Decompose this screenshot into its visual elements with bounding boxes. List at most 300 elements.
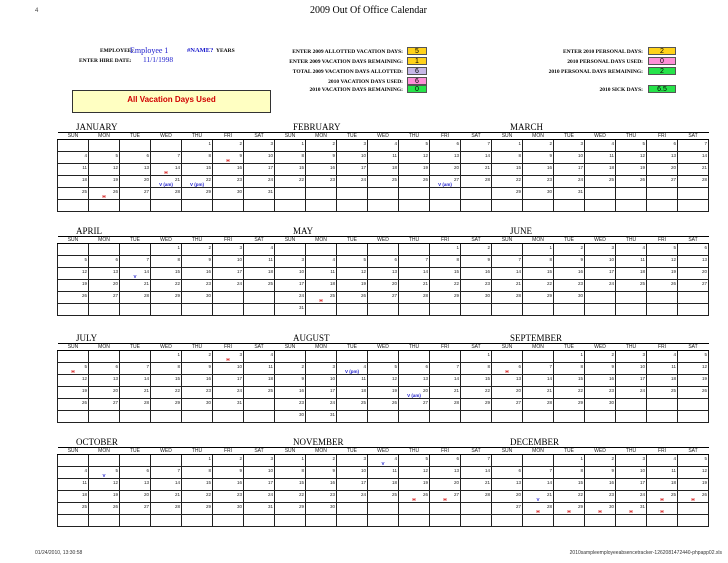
day-cell[interactable] xyxy=(151,244,182,256)
day-cell[interactable] xyxy=(585,140,616,152)
day-cell[interactable] xyxy=(151,256,182,268)
day-cell[interactable] xyxy=(151,375,182,387)
day-cell[interactable] xyxy=(89,375,120,387)
day-cell[interactable] xyxy=(647,200,678,212)
day-cell[interactable] xyxy=(368,164,399,176)
day-cell[interactable] xyxy=(244,467,275,479)
day-cell[interactable] xyxy=(399,503,430,515)
day-cell[interactable] xyxy=(151,292,182,304)
day-cell[interactable] xyxy=(523,467,554,479)
day-cell[interactable] xyxy=(213,140,244,152)
day-cell[interactable] xyxy=(58,363,89,375)
day-cell[interactable] xyxy=(554,455,585,467)
day-cell[interactable] xyxy=(337,515,368,527)
day-cell[interactable] xyxy=(554,503,585,515)
day-cell[interactable] xyxy=(678,140,709,152)
day-cell[interactable] xyxy=(275,351,306,363)
day-cell[interactable] xyxy=(585,188,616,200)
day-cell[interactable] xyxy=(120,375,151,387)
day-cell[interactable] xyxy=(461,292,492,304)
day-cell[interactable] xyxy=(368,455,399,467)
day-cell[interactable] xyxy=(337,244,368,256)
day-cell[interactable] xyxy=(678,152,709,164)
day-cell[interactable] xyxy=(337,280,368,292)
day-cell[interactable] xyxy=(430,176,461,188)
day-cell[interactable] xyxy=(120,491,151,503)
day-cell[interactable] xyxy=(244,399,275,411)
day-cell[interactable] xyxy=(368,152,399,164)
day-cell[interactable] xyxy=(337,479,368,491)
day-cell[interactable] xyxy=(554,280,585,292)
day-cell[interactable] xyxy=(368,351,399,363)
day-cell[interactable] xyxy=(120,387,151,399)
day-cell[interactable] xyxy=(151,351,182,363)
day-cell[interactable] xyxy=(58,479,89,491)
day-cell[interactable] xyxy=(616,479,647,491)
day-cell[interactable] xyxy=(430,363,461,375)
day-cell[interactable] xyxy=(399,244,430,256)
day-cell[interactable] xyxy=(213,491,244,503)
day-cell[interactable] xyxy=(182,188,213,200)
day-cell[interactable] xyxy=(306,140,337,152)
day-cell[interactable] xyxy=(523,244,554,256)
day-cell[interactable] xyxy=(337,387,368,399)
day-cell[interactable] xyxy=(89,455,120,467)
day-cell[interactable] xyxy=(678,304,709,316)
day-cell[interactable] xyxy=(399,455,430,467)
day-cell[interactable] xyxy=(244,256,275,268)
day-cell[interactable] xyxy=(89,411,120,423)
day-cell[interactable] xyxy=(523,351,554,363)
day-cell[interactable] xyxy=(399,152,430,164)
day-cell[interactable] xyxy=(275,515,306,527)
day-cell[interactable] xyxy=(678,491,709,503)
day-cell[interactable] xyxy=(182,256,213,268)
day-cell[interactable] xyxy=(368,188,399,200)
day-cell[interactable] xyxy=(647,455,678,467)
day-cell[interactable] xyxy=(275,152,306,164)
day-cell[interactable] xyxy=(120,363,151,375)
day-cell[interactable] xyxy=(492,268,523,280)
day-cell[interactable] xyxy=(275,280,306,292)
day-cell[interactable] xyxy=(306,176,337,188)
day-cell[interactable] xyxy=(151,304,182,316)
day-cell[interactable] xyxy=(213,244,244,256)
day-cell[interactable] xyxy=(554,515,585,527)
day-cell[interactable] xyxy=(182,304,213,316)
day-cell[interactable] xyxy=(182,351,213,363)
day-cell[interactable] xyxy=(616,387,647,399)
day-cell[interactable] xyxy=(430,491,461,503)
day-cell[interactable] xyxy=(554,411,585,423)
day-cell[interactable] xyxy=(430,140,461,152)
day-cell[interactable] xyxy=(213,467,244,479)
day-cell[interactable] xyxy=(461,515,492,527)
day-cell[interactable] xyxy=(461,363,492,375)
day-cell[interactable] xyxy=(647,164,678,176)
day-cell[interactable] xyxy=(275,479,306,491)
day-cell[interactable] xyxy=(58,351,89,363)
day-cell[interactable] xyxy=(616,375,647,387)
day-cell[interactable] xyxy=(151,188,182,200)
day-cell[interactable] xyxy=(492,292,523,304)
day-cell[interactable] xyxy=(523,375,554,387)
day-cell[interactable] xyxy=(647,363,678,375)
day-cell[interactable] xyxy=(430,280,461,292)
day-cell[interactable] xyxy=(430,515,461,527)
day-cell[interactable] xyxy=(306,515,337,527)
day-cell[interactable] xyxy=(678,351,709,363)
day-cell[interactable] xyxy=(58,140,89,152)
day-cell[interactable] xyxy=(182,200,213,212)
day-cell[interactable] xyxy=(306,188,337,200)
day-cell[interactable] xyxy=(275,244,306,256)
day-cell[interactable] xyxy=(554,140,585,152)
day-cell[interactable] xyxy=(678,268,709,280)
day-cell[interactable] xyxy=(58,280,89,292)
day-cell[interactable] xyxy=(368,515,399,527)
day-cell[interactable] xyxy=(461,256,492,268)
day-cell[interactable] xyxy=(399,188,430,200)
day-cell[interactable] xyxy=(244,304,275,316)
day-cell[interactable] xyxy=(523,292,554,304)
day-cell[interactable] xyxy=(678,164,709,176)
day-cell[interactable] xyxy=(275,200,306,212)
day-cell[interactable] xyxy=(306,399,337,411)
day-cell[interactable] xyxy=(585,200,616,212)
day-cell[interactable] xyxy=(151,503,182,515)
day-cell[interactable] xyxy=(554,188,585,200)
day-cell[interactable] xyxy=(492,515,523,527)
day-cell[interactable] xyxy=(368,503,399,515)
day-cell[interactable] xyxy=(678,363,709,375)
day-cell[interactable] xyxy=(554,479,585,491)
day-cell[interactable] xyxy=(306,491,337,503)
day-cell[interactable] xyxy=(306,152,337,164)
day-cell[interactable] xyxy=(678,244,709,256)
day-cell[interactable] xyxy=(337,375,368,387)
day-cell[interactable] xyxy=(120,268,151,280)
day-cell[interactable] xyxy=(244,188,275,200)
day-cell[interactable] xyxy=(523,164,554,176)
day-cell[interactable] xyxy=(120,411,151,423)
day-cell[interactable] xyxy=(399,515,430,527)
day-cell[interactable] xyxy=(337,304,368,316)
day-cell[interactable] xyxy=(275,503,306,515)
day-cell[interactable] xyxy=(306,200,337,212)
day-cell[interactable] xyxy=(616,164,647,176)
day-cell[interactable] xyxy=(368,387,399,399)
day-cell[interactable] xyxy=(585,292,616,304)
day-cell[interactable] xyxy=(461,140,492,152)
day-cell[interactable] xyxy=(647,467,678,479)
day-cell[interactable] xyxy=(616,351,647,363)
day-cell[interactable] xyxy=(244,387,275,399)
day-cell[interactable] xyxy=(616,188,647,200)
day-cell[interactable] xyxy=(554,491,585,503)
day-cell[interactable] xyxy=(523,268,554,280)
day-cell[interactable] xyxy=(337,503,368,515)
day-cell[interactable] xyxy=(399,256,430,268)
day-cell[interactable] xyxy=(151,515,182,527)
day-cell[interactable] xyxy=(151,467,182,479)
day-cell[interactable] xyxy=(492,244,523,256)
day-cell[interactable] xyxy=(523,411,554,423)
day-cell[interactable] xyxy=(58,411,89,423)
day-cell[interactable] xyxy=(244,140,275,152)
day-cell[interactable] xyxy=(647,351,678,363)
day-cell[interactable] xyxy=(58,304,89,316)
vacation-row-value[interactable]: 1 xyxy=(407,57,427,65)
day-cell[interactable] xyxy=(647,515,678,527)
day-cell[interactable] xyxy=(430,387,461,399)
day-cell[interactable] xyxy=(368,140,399,152)
day-cell[interactable] xyxy=(182,455,213,467)
day-cell[interactable] xyxy=(120,292,151,304)
day-cell[interactable] xyxy=(616,491,647,503)
day-cell[interactable] xyxy=(399,200,430,212)
day-cell[interactable] xyxy=(275,256,306,268)
day-cell[interactable] xyxy=(647,387,678,399)
day-cell[interactable] xyxy=(213,399,244,411)
day-cell[interactable] xyxy=(523,491,554,503)
day-cell[interactable] xyxy=(244,164,275,176)
day-cell[interactable] xyxy=(678,256,709,268)
day-cell[interactable] xyxy=(554,176,585,188)
day-cell[interactable] xyxy=(647,188,678,200)
day-cell[interactable] xyxy=(678,292,709,304)
day-cell[interactable] xyxy=(151,411,182,423)
day-cell[interactable] xyxy=(616,200,647,212)
day-cell[interactable] xyxy=(523,363,554,375)
day-cell[interactable] xyxy=(523,188,554,200)
day-cell[interactable] xyxy=(492,280,523,292)
sick-days-value[interactable]: 6.5 xyxy=(648,85,676,93)
day-cell[interactable] xyxy=(337,164,368,176)
day-cell[interactable] xyxy=(399,304,430,316)
day-cell[interactable] xyxy=(523,200,554,212)
day-cell[interactable] xyxy=(585,268,616,280)
day-cell[interactable] xyxy=(58,375,89,387)
day-cell[interactable] xyxy=(554,375,585,387)
day-cell[interactable] xyxy=(89,268,120,280)
day-cell[interactable] xyxy=(554,292,585,304)
day-cell[interactable] xyxy=(554,387,585,399)
day-cell[interactable] xyxy=(368,411,399,423)
day-cell[interactable] xyxy=(244,363,275,375)
day-cell[interactable] xyxy=(275,375,306,387)
day-cell[interactable] xyxy=(368,200,399,212)
day-cell[interactable] xyxy=(461,351,492,363)
day-cell[interactable] xyxy=(244,176,275,188)
day-cell[interactable] xyxy=(554,351,585,363)
day-cell[interactable] xyxy=(647,176,678,188)
day-cell[interactable] xyxy=(616,244,647,256)
day-cell[interactable] xyxy=(58,176,89,188)
day-cell[interactable] xyxy=(337,491,368,503)
day-cell[interactable] xyxy=(616,515,647,527)
day-cell[interactable] xyxy=(213,292,244,304)
day-cell[interactable] xyxy=(120,140,151,152)
day-cell[interactable] xyxy=(182,268,213,280)
day-cell[interactable] xyxy=(461,244,492,256)
day-cell[interactable] xyxy=(120,188,151,200)
day-cell[interactable] xyxy=(554,467,585,479)
day-cell[interactable] xyxy=(89,491,120,503)
day-cell[interactable] xyxy=(58,387,89,399)
day-cell[interactable] xyxy=(275,467,306,479)
day-cell[interactable] xyxy=(647,244,678,256)
day-cell[interactable] xyxy=(182,164,213,176)
day-cell[interactable] xyxy=(182,387,213,399)
day-cell[interactable] xyxy=(585,244,616,256)
day-cell[interactable] xyxy=(58,491,89,503)
day-cell[interactable] xyxy=(89,363,120,375)
day-cell[interactable] xyxy=(399,176,430,188)
day-cell[interactable] xyxy=(182,375,213,387)
day-cell[interactable] xyxy=(616,176,647,188)
day-cell[interactable] xyxy=(368,256,399,268)
day-cell[interactable] xyxy=(306,411,337,423)
day-cell[interactable] xyxy=(58,455,89,467)
day-cell[interactable] xyxy=(399,467,430,479)
day-cell[interactable] xyxy=(399,491,430,503)
day-cell[interactable] xyxy=(430,244,461,256)
day-cell[interactable] xyxy=(182,503,213,515)
day-cell[interactable] xyxy=(554,152,585,164)
day-cell[interactable] xyxy=(461,411,492,423)
day-cell[interactable] xyxy=(213,375,244,387)
day-cell[interactable] xyxy=(554,363,585,375)
day-cell[interactable] xyxy=(213,515,244,527)
day-cell[interactable] xyxy=(368,304,399,316)
day-cell[interactable] xyxy=(554,268,585,280)
day-cell[interactable] xyxy=(306,375,337,387)
day-cell[interactable] xyxy=(182,280,213,292)
day-cell[interactable] xyxy=(492,363,523,375)
day-cell[interactable] xyxy=(213,304,244,316)
day-cell[interactable] xyxy=(430,268,461,280)
day-cell[interactable] xyxy=(244,280,275,292)
day-cell[interactable] xyxy=(120,467,151,479)
day-cell[interactable] xyxy=(89,467,120,479)
day-cell[interactable] xyxy=(58,244,89,256)
day-cell[interactable] xyxy=(647,375,678,387)
day-cell[interactable] xyxy=(151,268,182,280)
day-cell[interactable] xyxy=(368,467,399,479)
day-cell[interactable] xyxy=(492,164,523,176)
day-cell[interactable] xyxy=(554,256,585,268)
day-cell[interactable] xyxy=(585,152,616,164)
day-cell[interactable] xyxy=(461,152,492,164)
day-cell[interactable] xyxy=(461,479,492,491)
day-cell[interactable] xyxy=(213,176,244,188)
day-cell[interactable] xyxy=(461,375,492,387)
day-cell[interactable] xyxy=(182,467,213,479)
day-cell[interactable] xyxy=(647,152,678,164)
day-cell[interactable] xyxy=(275,491,306,503)
day-cell[interactable] xyxy=(368,176,399,188)
day-cell[interactable] xyxy=(182,140,213,152)
day-cell[interactable] xyxy=(647,304,678,316)
day-cell[interactable] xyxy=(89,515,120,527)
day-cell[interactable] xyxy=(647,411,678,423)
day-cell[interactable] xyxy=(585,351,616,363)
day-cell[interactable] xyxy=(151,491,182,503)
day-cell[interactable] xyxy=(213,188,244,200)
day-cell[interactable] xyxy=(399,399,430,411)
day-cell[interactable] xyxy=(461,188,492,200)
day-cell[interactable] xyxy=(213,164,244,176)
day-cell[interactable] xyxy=(461,503,492,515)
day-cell[interactable] xyxy=(275,363,306,375)
day-cell[interactable] xyxy=(399,363,430,375)
day-cell[interactable] xyxy=(430,455,461,467)
day-cell[interactable] xyxy=(89,387,120,399)
day-cell[interactable] xyxy=(616,363,647,375)
day-cell[interactable] xyxy=(89,292,120,304)
day-cell[interactable] xyxy=(182,152,213,164)
day-cell[interactable] xyxy=(616,280,647,292)
day-cell[interactable] xyxy=(616,292,647,304)
day-cell[interactable] xyxy=(306,479,337,491)
day-cell[interactable] xyxy=(244,375,275,387)
day-cell[interactable] xyxy=(337,256,368,268)
day-cell[interactable] xyxy=(275,455,306,467)
day-cell[interactable] xyxy=(213,503,244,515)
day-cell[interactable] xyxy=(616,411,647,423)
day-cell[interactable] xyxy=(120,244,151,256)
day-cell[interactable] xyxy=(430,351,461,363)
day-cell[interactable] xyxy=(89,399,120,411)
day-cell[interactable] xyxy=(647,479,678,491)
day-cell[interactable] xyxy=(337,399,368,411)
day-cell[interactable] xyxy=(89,140,120,152)
day-cell[interactable] xyxy=(213,455,244,467)
day-cell[interactable] xyxy=(492,152,523,164)
day-cell[interactable] xyxy=(337,292,368,304)
day-cell[interactable] xyxy=(430,503,461,515)
day-cell[interactable] xyxy=(399,140,430,152)
day-cell[interactable] xyxy=(306,244,337,256)
day-cell[interactable] xyxy=(337,200,368,212)
day-cell[interactable] xyxy=(523,152,554,164)
day-cell[interactable] xyxy=(306,268,337,280)
employee-value[interactable]: Employee 1 xyxy=(130,46,169,55)
day-cell[interactable] xyxy=(337,467,368,479)
day-cell[interactable] xyxy=(399,268,430,280)
day-cell[interactable] xyxy=(461,268,492,280)
day-cell[interactable] xyxy=(151,455,182,467)
day-cell[interactable] xyxy=(58,200,89,212)
day-cell[interactable] xyxy=(430,304,461,316)
day-cell[interactable] xyxy=(120,200,151,212)
day-cell[interactable] xyxy=(58,164,89,176)
day-cell[interactable] xyxy=(89,503,120,515)
day-cell[interactable] xyxy=(678,200,709,212)
day-cell[interactable] xyxy=(368,268,399,280)
day-cell[interactable] xyxy=(554,244,585,256)
day-cell[interactable] xyxy=(461,176,492,188)
day-cell[interactable] xyxy=(368,363,399,375)
day-cell[interactable] xyxy=(461,491,492,503)
day-cell[interactable] xyxy=(523,256,554,268)
day-cell[interactable] xyxy=(120,351,151,363)
day-cell[interactable] xyxy=(182,292,213,304)
day-cell[interactable] xyxy=(151,479,182,491)
day-cell[interactable] xyxy=(89,304,120,316)
day-cell[interactable] xyxy=(368,292,399,304)
